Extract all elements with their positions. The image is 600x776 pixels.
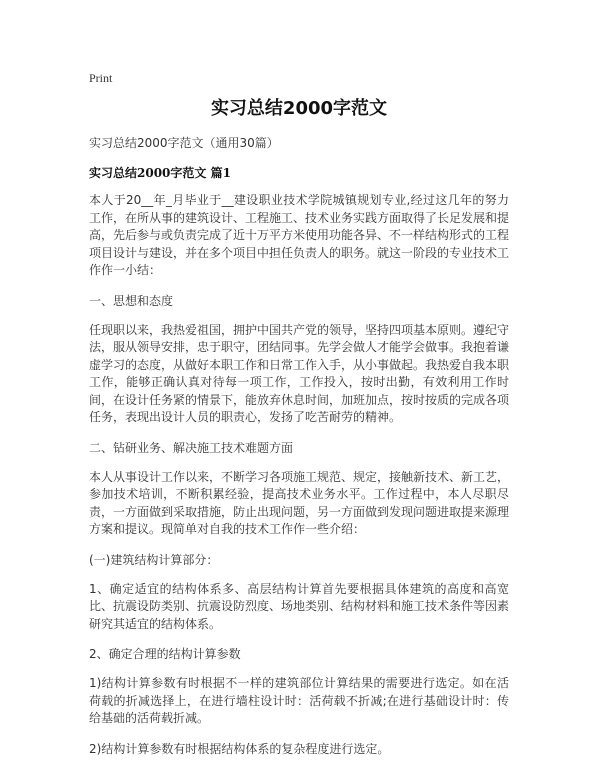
heading-calc-params: 2、确定合理的结构计算参数 [89,647,241,661]
document-page [89,70,509,770]
heading-attitude: 一、思想和态度 [89,293,174,308]
heading-technical: 二、钻研业务、解决施工技术难题方面 [89,440,294,455]
structure-system-paragraph: 1、确定适宜的结构体系多、高层结构计算首先要根据具体建筑的高度和高宽比、抗震设防类别、抗震设防烈度、场地类别、结构材料和施工技术条件等因素研究其适宜的结构体系。 [89,581,510,631]
print-link[interactable]: Print [89,71,113,85]
technical-paragraph: 本人从事设计工作以来，不断学习各项施工规范、规定，接触新技术、新工艺，参加技术培训，不断积累经验，提高技术业务水平。工作过程中，本人尽职尽责，一方面做到采取措施，防止出现问题，另一方面做到发现问题进取提来源理方案和提议。现简单对自我的技术工作作一些介绍： [89,469,510,536]
document-subtitle: 实习总结2000字范文（通用30篇） [89,136,279,150]
section-title: 实习总结2000字范文 篇1 [89,166,231,180]
document-title: 实习总结2000字范文 [210,98,388,119]
calc-params-paragraph-1: 1)结构计算参数有时根据不一样的建筑部位计算结果的需要进行选定。如在活荷载的折减选择上，在进行墙柱设计时：活荷载不折减;在进行基础设计时：传给基础的活荷载折减。 [89,676,509,725]
calc-params-paragraph-2: 2)结构计算参数有时根据结构体系的复杂程度进行选定。 [89,741,390,756]
attitude-paragraph: 任现职以来，我热爱祖国，拥护中国共产党的领导，坚持四项基本原则。遵纪守法，服从领导安排，忠于职守，团结同事。先学会做人才能学会做事。我抱着谦虚学习的态度，从做好本职工作和日常工作入手，从小事做起。我热爱自我本职工作，能够正确认真对待每一项工作，工作投入，按时出勤，有效利用工作时间，在设计任务紧的情景下，能放弃休息时间，加班加点，按时按质的完成各项任务，表现出设计人员的职责心，发扬了吃苦耐劳的精神。 [89,322,510,424]
intro-paragraph: 本人于20__年_月毕业于__建设职业技术学院城镇规划专业,经过这几年的努力工作，在所从事的建筑设计、工程施工、技术业务实践方面取得了长足发展和提高，先后参与或负责完成了近十万平方米使用功能各异、不一样结构形式的工程项目设计与建设，并在多个项目中担任负责人的职务。就这一阶段的专业技术工作作一小结： [89,193,510,277]
heading-structure-calc: (一)建筑结构计算部分： [89,552,219,567]
